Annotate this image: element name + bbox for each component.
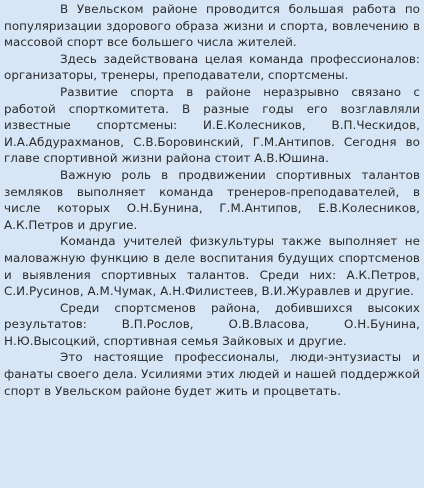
paragraph-intro: В Увельском районе проводится большая работа по популяризации здорового образа жизни и спорта, вовлечению в массовой спорт все большего числа жителей. (4, 2, 420, 50)
paragraph-coaches: Важную роль в продвижении спортивных талантов земляков выполняет команда тренеров-преподавателей, в числе которых О.Н.Бунина, Г.М.Антипов, Е.В.Колесников, А.К.Петров и другие. (4, 167, 420, 232)
paragraph-conclusion: Это настоящие профессионалы, люди-энтузиасты и фанаты своего дела. Усилиями этих людей и нашей поддержкой спорт в Увельском районе будет жить и процветать. (4, 350, 420, 398)
paragraph-team: Здесь задействована целая команда профессионалов: организаторы, тренеры, преподаватели, спортсмены. (4, 51, 420, 83)
paragraph-sports-committee: Развитие спорта в районе неразрывно связано с работой спорткомитета. В разные годы его возглавляли известные спортсмены: И.Е.Колесников, В.П.Ческидов, И.А.Абдурахманов, С.В.Боровинский, Г.М.Антипов. Сегодня во главе спортивной жизни района стоит А.В.Юшина. (4, 84, 420, 166)
paragraph-pe-teachers: Команда учителей физкультуры также выполняет не маловажную функцию в деле воспитания будущих спортсменов и выявления спортивных талантов. Среди них: А.К.Петров, С.И.Русинов, А.М.Чумак, А.Н.Филистеев, В.И.Журавлев и другие. (4, 234, 420, 299)
paragraph-athletes: Среди спортсменов района, добившихся высоких результатов: В.П.Рослов, О.В.Власова, О.Н.Бунина, Н.Ю.Высоцкий, спортивная семья Зайковых и другие. (4, 300, 420, 348)
